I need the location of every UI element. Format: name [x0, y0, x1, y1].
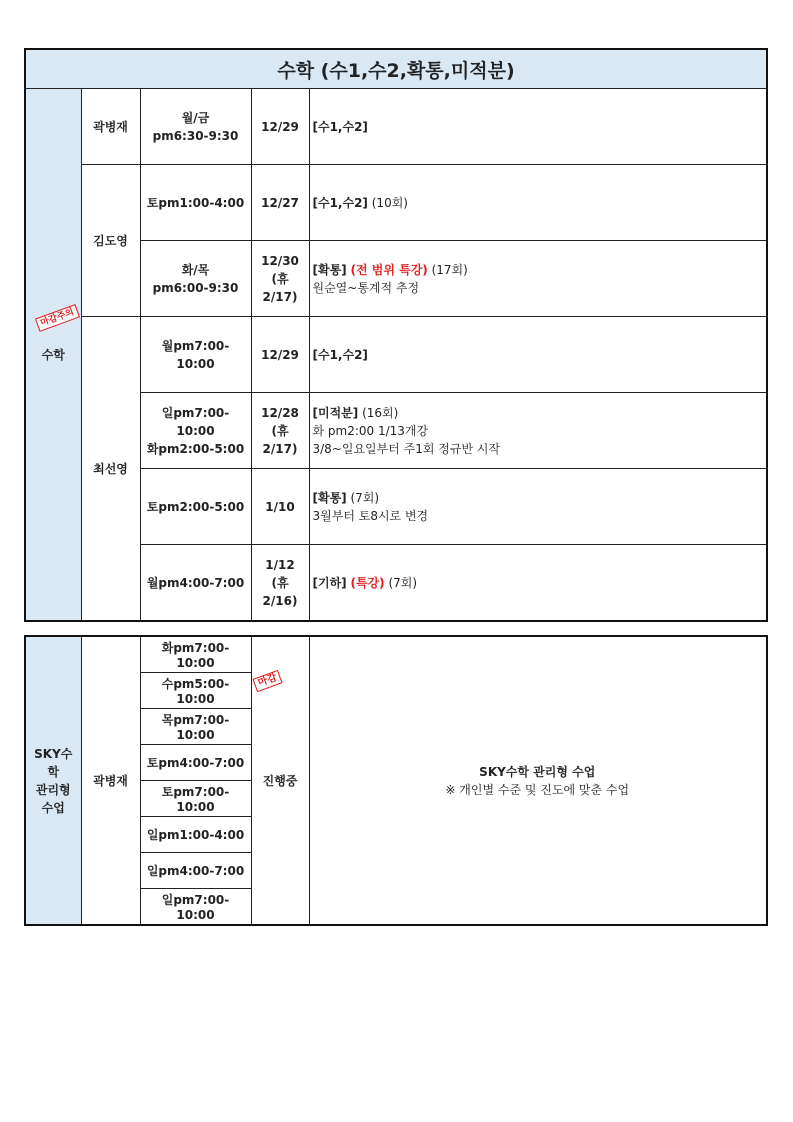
- date-line-1: 1/10: [265, 499, 295, 514]
- math-schedule-table: [24, 48, 768, 622]
- desc-course: [확통]: [312, 262, 347, 277]
- class-time: [140, 393, 251, 469]
- date-line-2: (휴2/17): [262, 271, 298, 304]
- class-time: 토pm7:00-10:00: [140, 781, 251, 817]
- time-line-2: 화pm2:00-5:00: [146, 441, 245, 456]
- class-time: 일pm4:00-7:00: [140, 853, 251, 889]
- date-line-1: 12/27: [261, 195, 299, 210]
- class-time: [140, 165, 251, 241]
- deadline-warning-stamp: 마감주의: [35, 304, 80, 332]
- class-time: [140, 89, 251, 165]
- time-line-1: 월/금: [181, 110, 210, 125]
- subject-cell: [25, 636, 81, 925]
- desc-course: [수1,수2]: [312, 347, 368, 362]
- teacher-cell: 곽병재: [81, 89, 140, 165]
- status-label: 진행중: [262, 773, 298, 788]
- desc-note: 화 pm2:00 1/13개강: [312, 423, 429, 438]
- class-time: [140, 241, 251, 317]
- class-time: 일pm7:00-10:00: [140, 889, 251, 926]
- time-line-1: 월pm4:00-7:00: [146, 575, 245, 590]
- time-line-2: pm6:30-9:30: [152, 128, 239, 143]
- subject-label: 수학: [41, 348, 65, 362]
- class-description: [309, 89, 767, 165]
- class-time: [140, 469, 251, 545]
- time-line-2: pm6:00-9:30: [152, 280, 239, 295]
- desc-sessions: (16회): [362, 405, 399, 420]
- class-time: 화pm7:00-10:00: [140, 636, 251, 673]
- class-time: 목pm7:00-10:00: [140, 709, 251, 745]
- start-date: [251, 393, 309, 469]
- start-date: [251, 89, 309, 165]
- desc-course: [수1,수2]: [312, 195, 368, 210]
- start-date: [251, 241, 309, 317]
- table-title: 수학 (수1,수2,확통,미적분): [25, 49, 767, 89]
- desc-highlight: (특강): [350, 575, 385, 590]
- teacher-cell: 최선영: [81, 317, 140, 622]
- date-line-1: 12/28: [261, 405, 299, 420]
- time-line-1: 화/목: [181, 262, 210, 277]
- class-description: [309, 636, 767, 925]
- desc-sessions: (7회): [388, 575, 418, 590]
- desc-note: 3월부터 토8시로 변경: [312, 508, 429, 523]
- desc-sessions: (10회): [371, 195, 408, 210]
- desc-course: [미적분]: [312, 405, 359, 420]
- time-line-1: 토pm1:00-4:00: [146, 195, 245, 210]
- teacher-cell: 김도영: [81, 165, 140, 317]
- desc-note: 3/8~일요일부터 주1회 정규반 시작: [312, 441, 501, 456]
- desc-course: [수1,수2]: [312, 119, 368, 134]
- subject-label: SKY수학: [34, 746, 73, 779]
- desc-highlight: (전 범위 특강): [350, 262, 428, 277]
- closed-stamp: 마감: [252, 670, 282, 693]
- class-description: [309, 165, 767, 241]
- start-date: [251, 317, 309, 393]
- class-time: 일pm1:00-4:00: [140, 817, 251, 853]
- desc-note: ※ 개인별 수준 및 진도에 맞춘 수업: [445, 782, 630, 797]
- status-cell: [251, 636, 309, 925]
- time-line-1: 토pm2:00-5:00: [146, 499, 245, 514]
- time-line-1: 일pm7:00-10:00: [161, 405, 230, 438]
- desc-title: SKY수학 관리형 수업: [479, 764, 596, 779]
- date-line-1: 1/12: [265, 557, 295, 572]
- teacher-cell: 곽병재: [81, 636, 140, 925]
- class-description: [309, 469, 767, 545]
- time-line-1: 월pm7:00-10:00: [161, 338, 230, 371]
- desc-course: [확통]: [312, 490, 347, 505]
- subject-cell: [25, 89, 81, 622]
- start-date: [251, 165, 309, 241]
- desc-note: 원순열~통계적 추정: [312, 280, 420, 295]
- class-description: [309, 317, 767, 393]
- class-time: 수pm5:00-10:00: [140, 673, 251, 709]
- date-line-1: 12/30: [261, 253, 299, 268]
- desc-course: [기하]: [312, 575, 347, 590]
- date-line-1: 12/29: [261, 347, 299, 362]
- subject-label: 수업: [41, 800, 65, 815]
- class-time: [140, 317, 251, 393]
- class-description: [309, 393, 767, 469]
- class-description: [309, 241, 767, 317]
- date-line-2: (휴2/17): [262, 423, 298, 456]
- class-time: [140, 545, 251, 622]
- desc-sessions: (17회): [431, 262, 468, 277]
- date-line-2: (휴2/16): [262, 575, 298, 608]
- start-date: [251, 545, 309, 622]
- class-time: 토pm4:00-7:00: [140, 745, 251, 781]
- sky-math-schedule-table: [24, 635, 768, 926]
- class-description: [309, 545, 767, 622]
- subject-label: 관리형: [35, 782, 71, 797]
- desc-sessions: (7회): [350, 490, 380, 505]
- start-date: [251, 469, 309, 545]
- date-line-1: 12/29: [261, 119, 299, 134]
